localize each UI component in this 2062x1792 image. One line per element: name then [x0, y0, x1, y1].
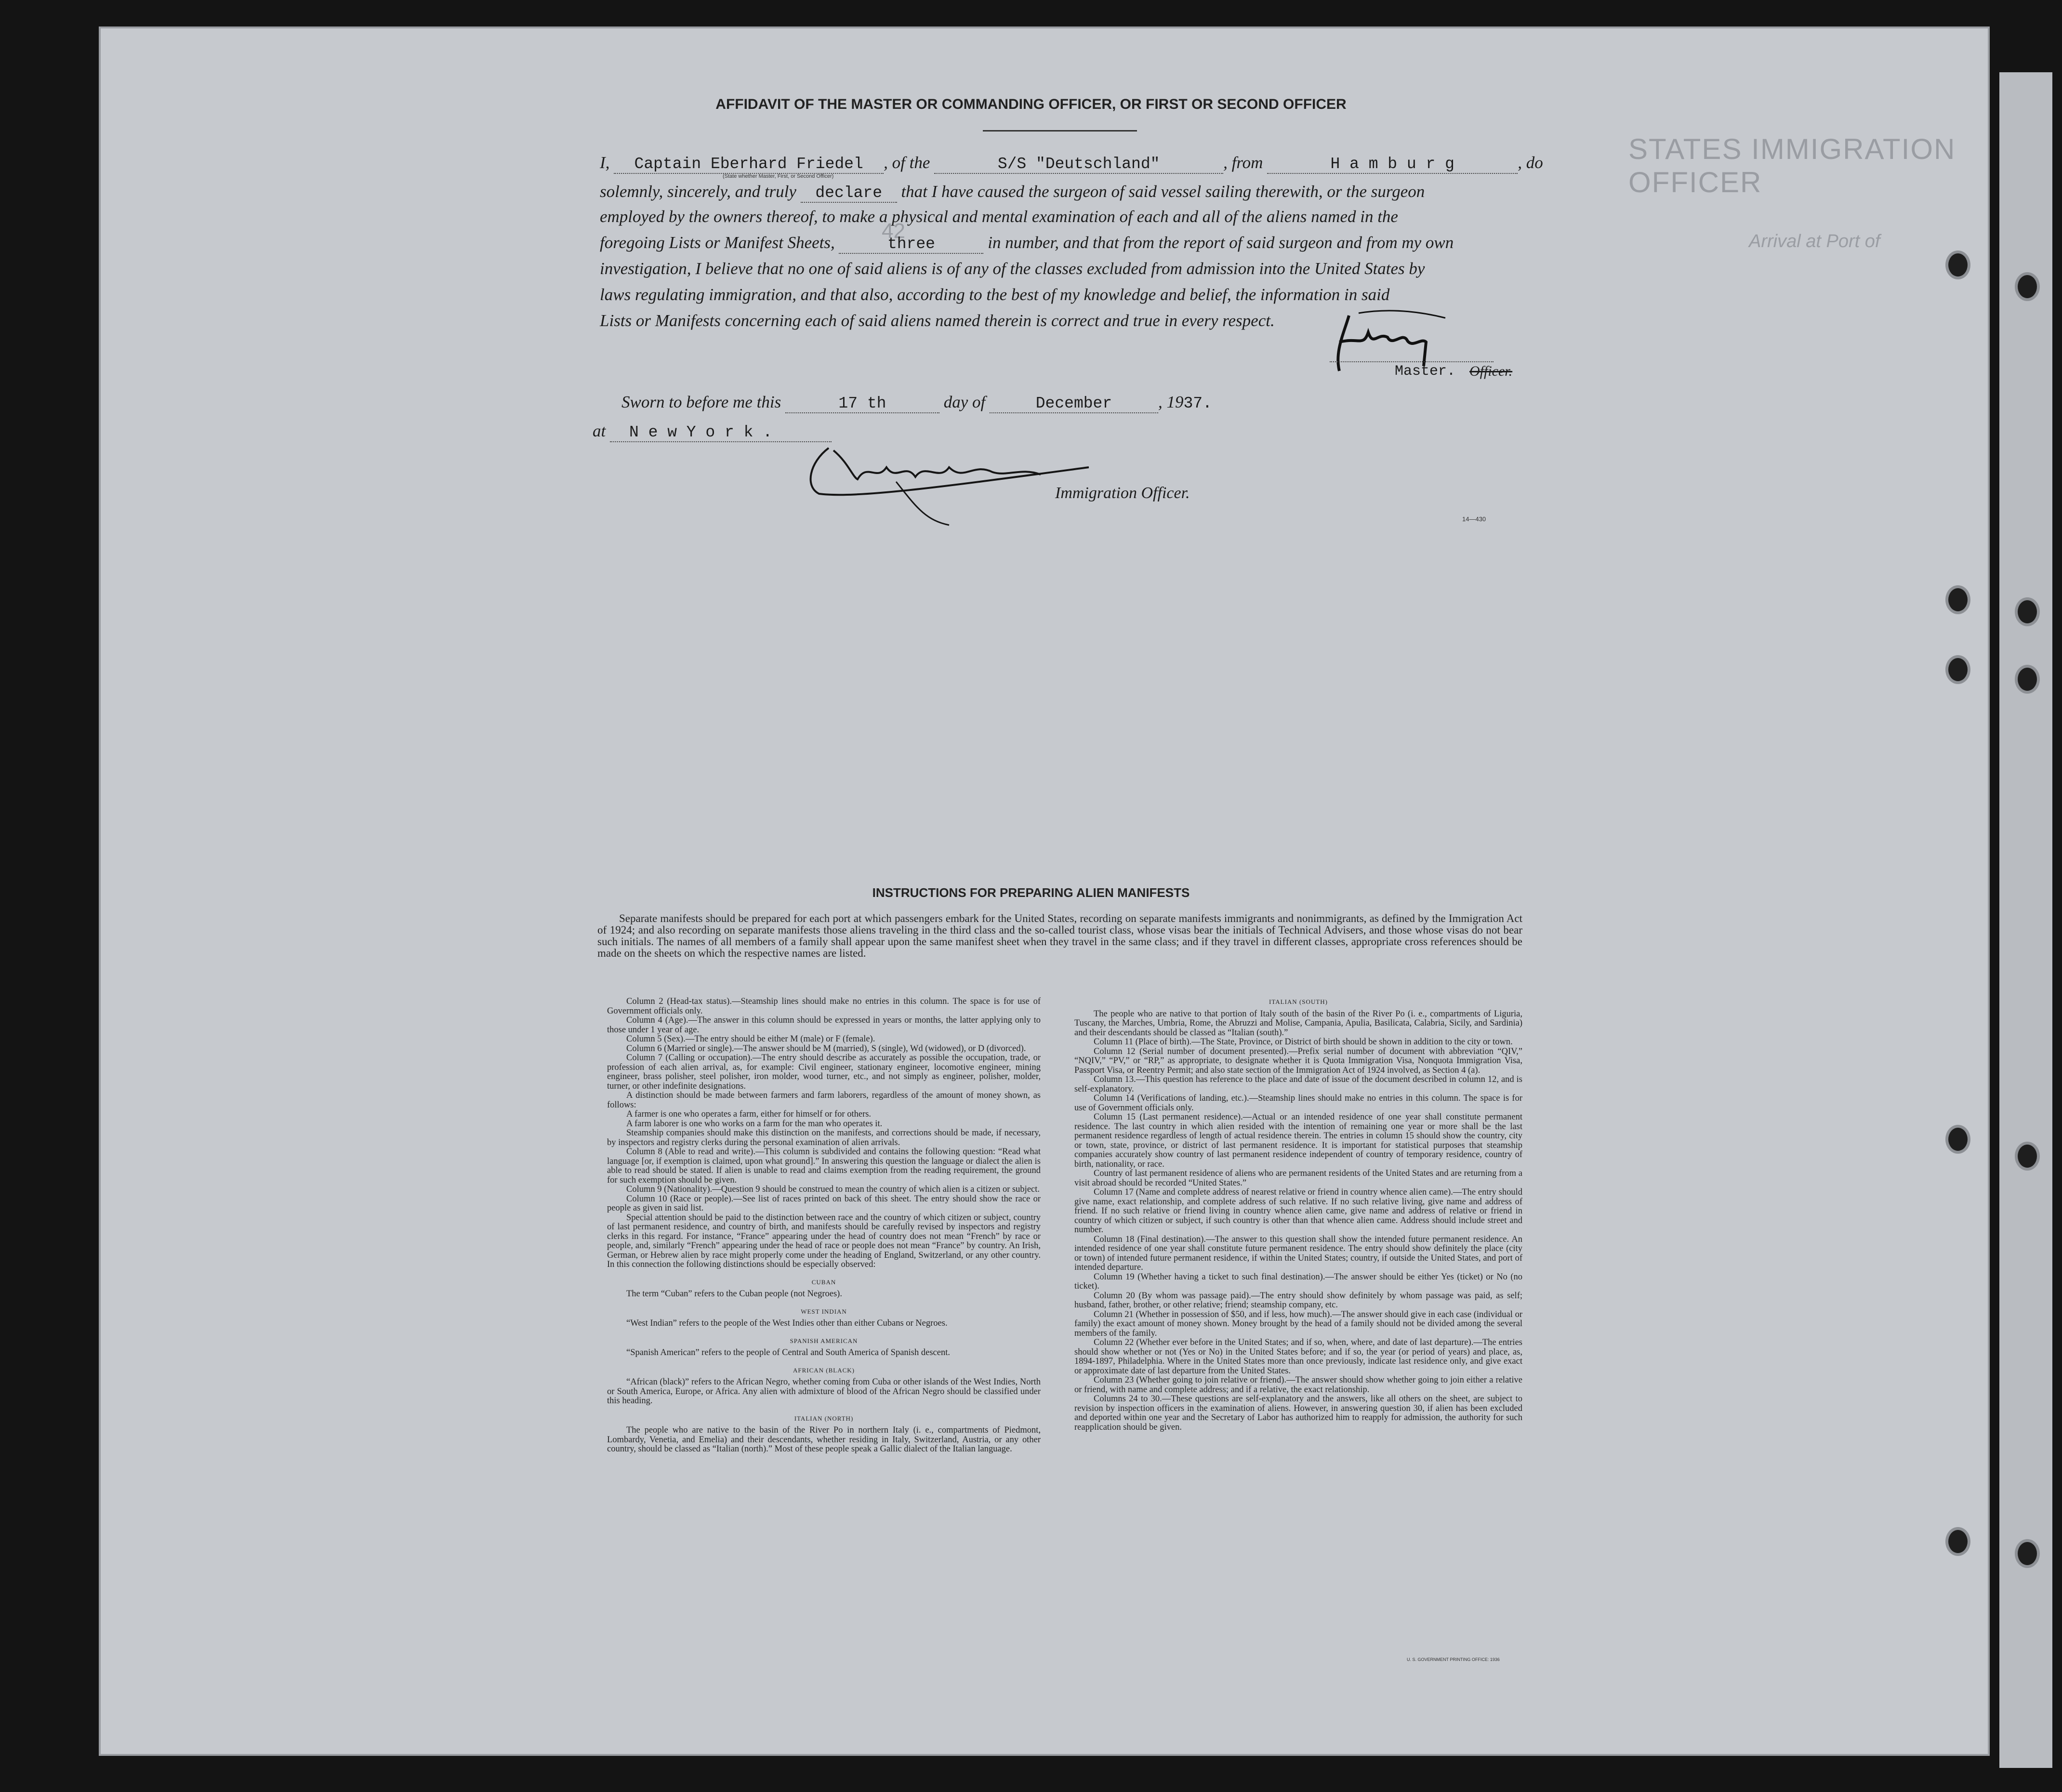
left-paragraph: Column 6 (Married or single).—The answer should be M (married), S (single), Wd (widowed), or D (divorced). [626, 1043, 1026, 1054]
place-field: N e w Y o r k . [610, 423, 832, 442]
printer-imprint: U. S. GOVERNMENT PRINTING OFFICE: 1936 [1407, 1657, 1500, 1662]
affidavit-line-1: I, Captain Eberhard Friedel , of the S/S "Deutschland" , from H a m b u r g , do [600, 153, 1543, 173]
binder-hole-icon [1945, 655, 1970, 684]
affidavit-line-7: Lists or Manifests concerning each of said aliens named therein is correct and true in every respect. [600, 311, 1275, 330]
affidavit-title: AFFIDAVIT OF THE MASTER OR COMMANDING OFFICER, OR FIRST OR SECOND OFFICER [715, 96, 1347, 112]
officer-name-field: Captain Eberhard Friedel [614, 155, 884, 174]
right-paragraph: Column 11 (Place of birth).—The State, Province, or District of birth should be shown in addition to the city or town. [1094, 1037, 1513, 1047]
binder-hole-icon [1945, 585, 1970, 614]
officer-label: Officer. [1469, 363, 1513, 379]
heading-west-indian: WEST INDIAN [801, 1307, 847, 1315]
immigration-officer-label: Immigration Officer. [1055, 484, 1190, 502]
right-paragraph: Columns 24 to 30.—These questions are self-explanatory and the answers, like all others on the sheet, are subject to revision by inspection officers in the examination of aliens. However, in answering question 30, if alien has been excluded and deported within one year and the Secretary of Labor has authorized him to reapply for admission, the authority for such reapplication should be given. [1074, 1394, 1522, 1432]
signature-line [1330, 361, 1494, 362]
year-field: 37. [1183, 395, 1212, 412]
para-spanish-american: “Spanish American” refers to the people of Central and South America of Spanish descent. [626, 1348, 950, 1357]
left-paragraph: Column 4 (Age).—The answer in this column should be expressed in years or months, the latter applying only to those under 1 year of age. [607, 1015, 1041, 1035]
affidavit-line-2: solemnly, sincerely, and truly declare that I have caused the surgeon of said vessel sailing therewith, or the surgeon [600, 182, 1425, 202]
left-paragraph: Column 8 (Able to read and write).—This column is subdivided and contains the following question: “Read what language [or, if exemption is claimed, upon what ground].” In answering this question the language or dialect the alien is able to read should be stated. If alien is unable to read and claims exemption from the reading requirement, the ground for such exemption should be given. [607, 1147, 1041, 1185]
left-paragraph: A farmer is one who operates a farm, either for himself or for others. [626, 1109, 872, 1119]
left-paragraph: Column 7 (Calling or occupation).—The entry should describe as accurately as possible the occupation, trade, or profession of each alien arrival, as, for example: Civil engineer, stationary engineer, locomotive engineer, mining engineer, brass polisher, steel polisher, iron molder, wood turner, etc., and not simply as engineer, polisher, molder, turner, or other indefinite designations. [607, 1053, 1041, 1091]
heading-italian-south: ITALIAN (SOUTH) [1269, 998, 1328, 1005]
right-paragraph: Column 21 (Whether in possession of $50, and if less, how much).—The answer should give in each case (individual or family) the exact amount of money shown. Money brought by the head of a family should not be divided among the several members of the family. [1074, 1309, 1522, 1338]
heading-african: AFRICAN (BLACK) [793, 1366, 855, 1374]
binder-hole-icon [1945, 1125, 1970, 1154]
left-paragraph: A farm laborer is one who works on a farm for the man who operates it. [626, 1119, 883, 1129]
binder-hole-icon [2015, 1142, 2040, 1171]
right-paragraph: Column 23 (Whether going to join relative or friend).—The answer should show whether going to join either a relative or friend, with name and complete address; and if a relative, the exact relationship. [1074, 1375, 1522, 1395]
form-number: 14—430 [1462, 515, 1486, 523]
port-from-field: H a m b u r g [1267, 155, 1518, 174]
right-paragraph: Column 20 (By whom was passage paid).—The entry should show definitely by whom passage was paid, as self; husband, father, brother, or other relative; friend; steamship company, etc. [1074, 1291, 1522, 1310]
para-italian-north: The people who are native to the basin of the River Po in northern Italy (i. e., compartments of Piedmont, Lombardy, Venetia, and Emelia) and their descendants, whether residing in Italy, Switzerland, Austria, or any other country, should be classed as “Italian (north).” Most of these people speak a Gallic dialect of the Italian language. [607, 1425, 1041, 1454]
title-rule [983, 130, 1137, 132]
right-paragraph: Column 18 (Final destination).—The answer to this question shall show the intended future permanent residence. An intended residence of one year shall constitute future permanent residence. The entry should show definitely the place (city or town) of intended future permanent residence, if within the United States; country, if outside the United States, and port of intended departure. [1074, 1234, 1522, 1272]
instructions-left-column [607, 997, 1041, 1454]
left-paragraph: Special attention should be paid to the distinction between race and the country of which citizen or subject, country of last permanent residence, and country of birth, and manifests should be carefully revised by inspectors and registry clerks in this regard. For instance, “France” appearing under the head of country does not mean “French” by race or people, and, similarly “French” appearing under the head of race or people does not mean “France” by country. An Irish, German, or Hebrew alien by race might properly come under the heading of England, Switzerland, or any other country. In this connection the following distinctions should be especially observed: [607, 1212, 1041, 1269]
month-field: December [990, 395, 1158, 413]
master-label: Master. [1395, 363, 1456, 380]
left-paragraph: Column 10 (Race or people).—See list of races printed on back of this sheet. The entry should show the race or people as given in said list. [607, 1194, 1041, 1213]
state-whether-note: (State whether Master, First, or Second Officer) [723, 173, 834, 179]
right-paragraph: Column 19 (Whether having a ticket to such final destination).—The answer should be either Yes (ticket) or No (no ticket). [1074, 1272, 1522, 1291]
heading-italian-north: ITALIAN (NORTH) [794, 1414, 854, 1422]
instructions-right-column [1074, 997, 1522, 1432]
right-paragraph: Column 17 (Name and complete address of nearest relative or friend in country whence alien came).—The entry should give name, exact relationship, and complete address of such relative. If no such relative living, give name and address of friend. If no such relative or friend living in country whence alien came, give name and address of relative or friend in country of which citizen or subject, if such country is other than that whence alien came. Address should include street and number. [1074, 1187, 1522, 1235]
sheets-count-field: three [839, 235, 983, 254]
binder-hole-icon [2015, 597, 2040, 626]
right-paragraph: Column 12 (Serial number of document presented).—Prefix serial number of document with abbreviation “QIV,” “NQIV,” “PV,” or “RP,” as appropriate, to designate whether it is Quota Immigration Visa, Nonquota Immigration Visa, Passport Visa, or Reentry Permit; and also state section of the Immigration Act of 1924 involved, as Section 4 (a). [1074, 1046, 1522, 1075]
left-paragraph: Column 5 (Sex).—The entry should be either M (male) or F (female). [626, 1034, 875, 1044]
binder-hole-icon [1945, 250, 1970, 279]
bleed-through-page-number: 42 [882, 219, 905, 243]
para-african: “African (black)” refers to the African Negro, whether coming from Cuba or other islands of the West Indies, North or South America, Europe, or Africa. Any alien with admixture of blood of the African Negro should be classified under this heading. [607, 1377, 1041, 1406]
right-paragraph: Column 14 (Verifications of landing, etc.).—Steamship lines should make no entries in this column. The space is for use of Government officials only. [1074, 1094, 1522, 1113]
bleed-through-header: STATES IMMIGRATION OFFICER [1628, 133, 1956, 198]
affidavit-line-6: laws regulating immigration, and that also, according to the best of my knowledge and belief, the information in said [600, 285, 1390, 304]
affidavit-line-4: foregoing Lists or Manifest Sheets, three in number, and that from the report of said surgeon and from my own [600, 233, 1454, 253]
right-paragraph: Column 13.—This question has reference to the place and date of issue of the document described in column 12, and is self-explanatory. [1074, 1075, 1522, 1094]
binder-hole-icon [1945, 1527, 1970, 1556]
day-field: 17 th [785, 395, 939, 413]
right-paragraph: The people who are native to that portion of Italy south of the basin of the River Po (i. e., compartments of Liguria, Tuscany, the Marches, Umbria, Rome, the Abruzzi and Molise, Campania, Apulia, Basilicata, Calabria, Sicily, and Sardinia) and their descendants should be classed as “Italian (south).” [1074, 1009, 1522, 1038]
bleed-through-arrival: Arrival at Port of [1749, 231, 1880, 251]
declare-field: declare [801, 184, 897, 203]
place-line: at N e w Y o r k . [593, 422, 832, 442]
instructions-intro: Separate manifests should be prepared for each port at which passengers embark for the United States, recording on separate manifests immigrants and nonimmigrants, as defined by the Immigration Act of 1924; and also recording on separate manifests those aliens traveling in the third class and the so-called tourist class, whose visas bear the initials of Technical Advisers, and those whose visas do not bear such initials. The names of all members of a family shall appear upon the same manifest sheet when they travel in the same class; and if they travel in different classes, appropriate cross references should be made on the sheets on which the respective names are listed. [597, 912, 1522, 959]
binder-hole-icon [2015, 1539, 2040, 1568]
immigration-officer-signature [800, 434, 1108, 530]
left-paragraph: A distinction should be made between farmers and farm laborers, regardless of the amount of money shown, as follows: [607, 1091, 1041, 1110]
para-west-indian: “West Indian” refers to the people of the West Indies other than either Cubans or Negroes. [626, 1318, 948, 1328]
binding-strip [1999, 72, 2052, 1768]
binder-hole-icon [2015, 272, 2040, 301]
para-cuban: The term “Cuban” refers to the Cuban people (not Negroes). [626, 1289, 842, 1299]
right-paragraph: Column 22 (Whether ever before in the United States; and if so, when, where, and date of last departure).—The entries should show whether or not (Yes or No) in the United States before; and if so, the year (or period of years) and place, as, 1894-1897, Philadelphia. Where in the United States more than once previously, indicate last residence only, and give exact or approximate date of last departure from the United States. [1074, 1338, 1522, 1376]
vessel-field: S/S "Deutschland" [934, 155, 1223, 174]
affidavit-line-3: employed by the owners thereof, to make a physical and mental examination of each and all of the aliens named in the [600, 207, 1398, 226]
right-paragraph: Country of last permanent residence of aliens who are permanent residents of the United States and are returning from a visit abroad should be recorded “United States.” [1074, 1169, 1522, 1188]
affidavit-line-5: investigation, I believe that no one of said aliens is of any of the classes excluded from admission into the United States by [600, 259, 1425, 278]
left-paragraph: Column 9 (Nationality).—Question 9 should be construed to mean the country of which alien is a citizen or subject. [626, 1185, 1040, 1194]
instructions-title: INSTRUCTIONS FOR PREPARING ALIEN MANIFESTS [872, 885, 1190, 900]
heading-cuban: CUBAN [811, 1278, 836, 1286]
left-paragraph: Column 2 (Head-tax status).—Steamship lines should make no entries in this column. The space is for use of Government officials only. [607, 997, 1041, 1016]
binder-hole-icon [2015, 665, 2040, 694]
left-paragraph: Steamship companies should make this distinction on the manifests, and corrections should be made, if necessary, by inspectors and registry clerks during the personal examination of alien arrivals. [607, 1128, 1041, 1147]
right-paragraph: Column 15 (Last permanent residence).—Actual or an intended residence of one year shall constitute permanent residence. The last country in which alien resided with the intention of remaining one year or more shall be the last permanent residence regardless of length of actual residence therein. The entries in column 15 should show the country, city or town, state, province, or district of last permanent residence. It is important for statistical purposes that steamship companies accurately show country of last permanent residence independent of country of temporary residence, country of birth, nationality, or race. [1074, 1112, 1522, 1169]
heading-spanish-american: SPANISH AMERICAN [790, 1337, 858, 1344]
sworn-line: Sworn to before me this 17 th day of December , 1937. [621, 393, 1212, 412]
